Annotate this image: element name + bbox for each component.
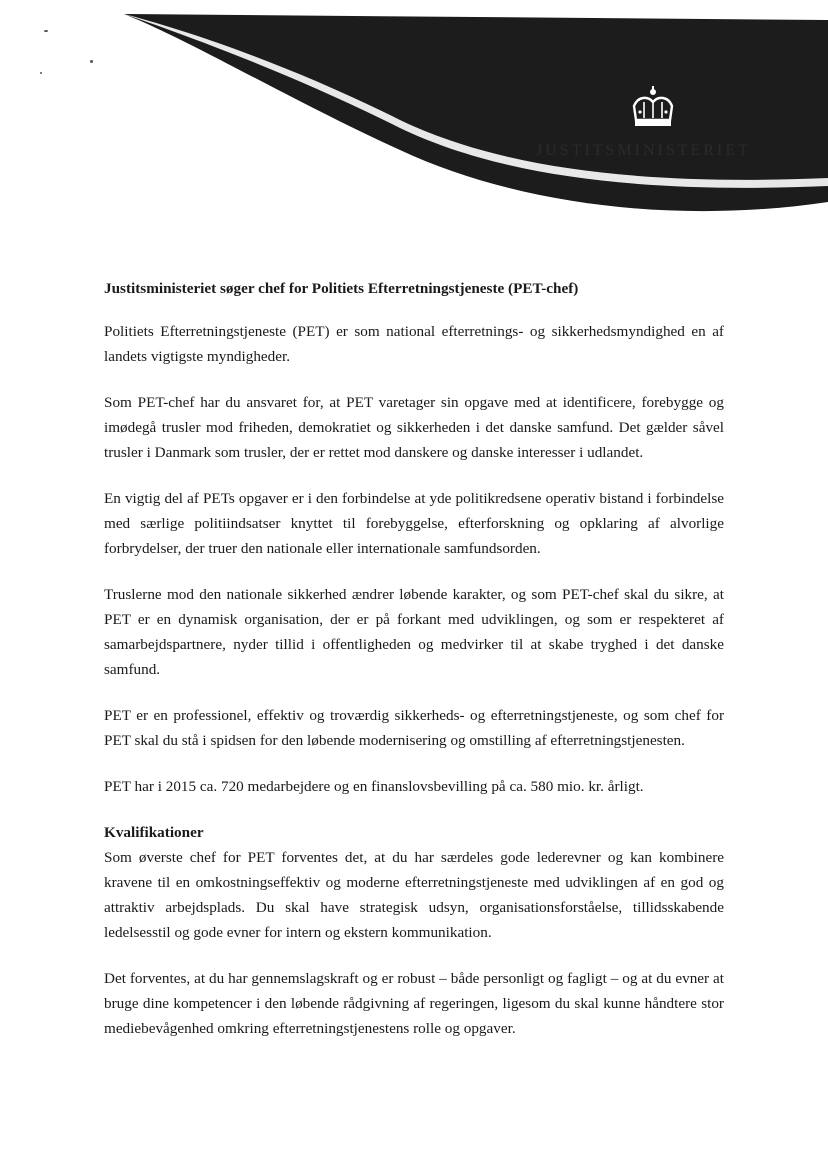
scan-speck: [40, 72, 42, 74]
paragraph: Det forventes, at du har gennemslagskraft og er robust – både personligt og fagligt – og at du evner at bruge dine kompetencer i den løbende rådgivning af regeringen, ligesom du skal kunne håndtere stor mediebevågenhed omkring efterretningstjenestens rolle og opgaver.: [104, 970, 724, 1037]
ministry-name: JUSTITSMINISTERIET: [536, 142, 751, 159]
section-heading: Kvalifikationer: [104, 824, 204, 841]
paragraph: Politiets Efterretningstjeneste (PET) er som national efterretnings- og sikkerhedsmyndighed en af landets vigtigste myndigheder.: [104, 323, 724, 365]
paragraph: En vigtig del af PETs opgaver er i den forbindelse at yde politikredsene operativ bistand i forbindelse med særlige politiindsatser knyttet til forebyggelse, efterforskning og opklaring af alvorlige forbrydelser, der truer den nationale eller internationale samfundsorden.: [104, 490, 724, 557]
crown-icon: [626, 86, 680, 132]
letter-body: [104, 276, 724, 1062]
paragraph: PET har i 2015 ca. 720 medarbejdere og en finanslovsbevilling på ca. 580 mio. kr. årligt.: [104, 778, 644, 795]
paragraph: Som PET-chef har du ansvaret for, at PET varetager sin opgave med at identificere, forebygge og imødegå trusler mod friheden, demokratiet og sikkerheden i det danske samfund. Det gælder såvel trusler i Danmark som trusler, der er rettet mod danskere og danske interesser i udlandet.: [104, 394, 724, 461]
page-title: Justitsministeriet søger chef for Politiets Efterretningstjeneste (PET-chef): [104, 280, 579, 297]
paragraph: Som øverste chef for PET forventes det, at du har særdeles gode lederevner og kan kombinere kravene til en omkostningseffektiv og moderne efterretningstjeneste med udviklingen af en god og attraktiv arbejdsplads. Du skal have strategisk udsyn, organisationsforståelse, tillidsskabende ledelsesstil og gode evner for intern og ekstern kommunikation.: [104, 849, 724, 941]
paragraph: PET er en professionel, effektiv og troværdig sikkerheds- og efterretningstjeneste, og som chef for PET skal du stå i spidsen for den løbende modernisering og omstilling af efterretningstjenesten.: [104, 707, 724, 749]
scan-speck: [90, 60, 93, 63]
scan-speck: [44, 30, 48, 32]
paragraph: Truslerne mod den nationale sikkerhed ændrer løbende karakter, og som PET-chef skal du sikre, at PET er en dynamisk organisation, der er på forkant med udviklingen, og som er respekteret af samarbejdspartnere, nyder tillid i offentligheden og medvirker til at skabe tryghed i det danske samfund.: [104, 586, 724, 678]
letterhead-swoosh: [0, 0, 828, 240]
